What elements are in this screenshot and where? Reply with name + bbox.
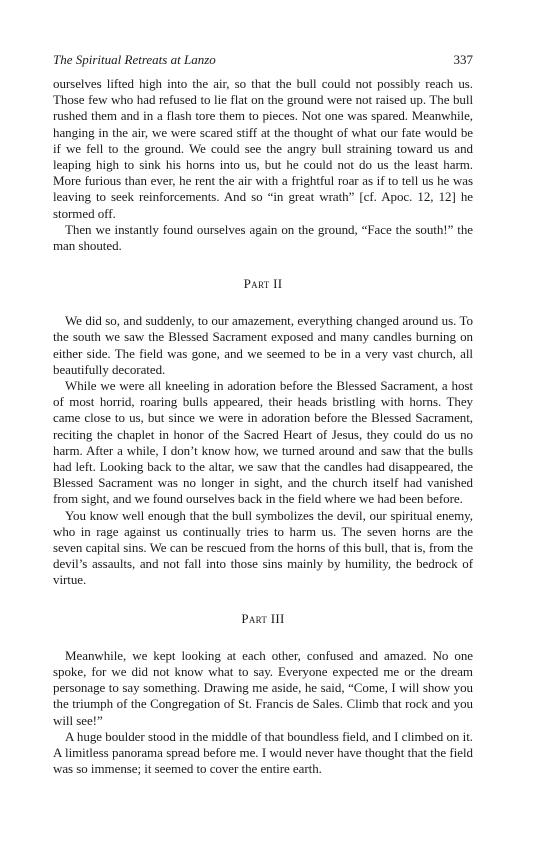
running-title: The Spiritual Retreats at Lanzo xyxy=(53,52,216,67)
paragraph: While we were all kneeling in adoration before the Blessed Sacrament, a host of most horrid, roaring bulls appeared, their heads bristling with horns. They came close to us, but since we were in adoration before the Blessed Sacrament, reciting the chaplet in honor of the Sacred Heart of Jesus, they could do us no harm. After a while, I don’t know how, we turned around and saw that the bulls had left. Looking back to the altar, we saw that the candles had disappeared, the Blessed Sacrament was no longer in sight, and the church itself had vanished from sight, and we found ourselves back in the field where we had been before. xyxy=(53,378,473,507)
paragraph: We did so, and suddenly, to our amazement, everything changed around us. To the south we saw the Blessed Sacrament exposed and many candles burning on either side. The field was gone, and we seemed to be in a very vast church, all beautifully decorated. xyxy=(53,313,473,377)
running-head xyxy=(53,52,473,68)
section-heading-part-2: Part II xyxy=(243,276,283,292)
paragraph: ourselves lifted high into the air, so that the bull could not possibly reach us. Those few who had refused to lie flat on the ground were not raised up. The bull rushed them and in a flash tore them to pieces. Not one was spared. Meanwhile, hanging in the air, we were scared stiff at the thought of what our fate would be if we fell to the ground. We could see the angry bull straining toward us and leaping high to sink his horns into us, but he could not do us the least harm. More furious than ever, he rent the air with a frightful roar as if to tell us he was leaving to seek reinforcements. And so “in great wrath” [cf. Apoc. 12, 12] he stormed off. xyxy=(53,76,473,221)
paragraph: You know well enough that the bull symbolizes the devil, our spiritual enemy, who in rage against us continually tries to harm us. The seven horns are the seven capital sins. We can be rescued from the horns of this bull, that is, from the devil’s assaults, and not fall into those sins mainly by humility, the bedrock of virtue. xyxy=(53,507,473,588)
page-number: 337 xyxy=(453,52,473,67)
section-heading-part-3: Part III xyxy=(241,610,285,626)
paragraph: Then we instantly found ourselves again on the ground, “Face the south!” the man shouted. xyxy=(53,221,473,254)
book-page xyxy=(53,52,473,777)
paragraph: Meanwhile, we kept looking at each other, confused and amazed. No one spoke, for we did not know what to say. Everyone expected me or the dream personage to say something. Drawing me aside, he said, “Come, I will show you the triumph of the Congregation of St. Francis de Sales. Climb that rock and you will see!” xyxy=(53,647,473,728)
paragraph: A huge boulder stood in the middle of that boundless field, and I climbed on it. A limitless panorama spread before me. I would never have thought that the field was so immense; it seemed to cover the entire earth. xyxy=(53,728,473,777)
